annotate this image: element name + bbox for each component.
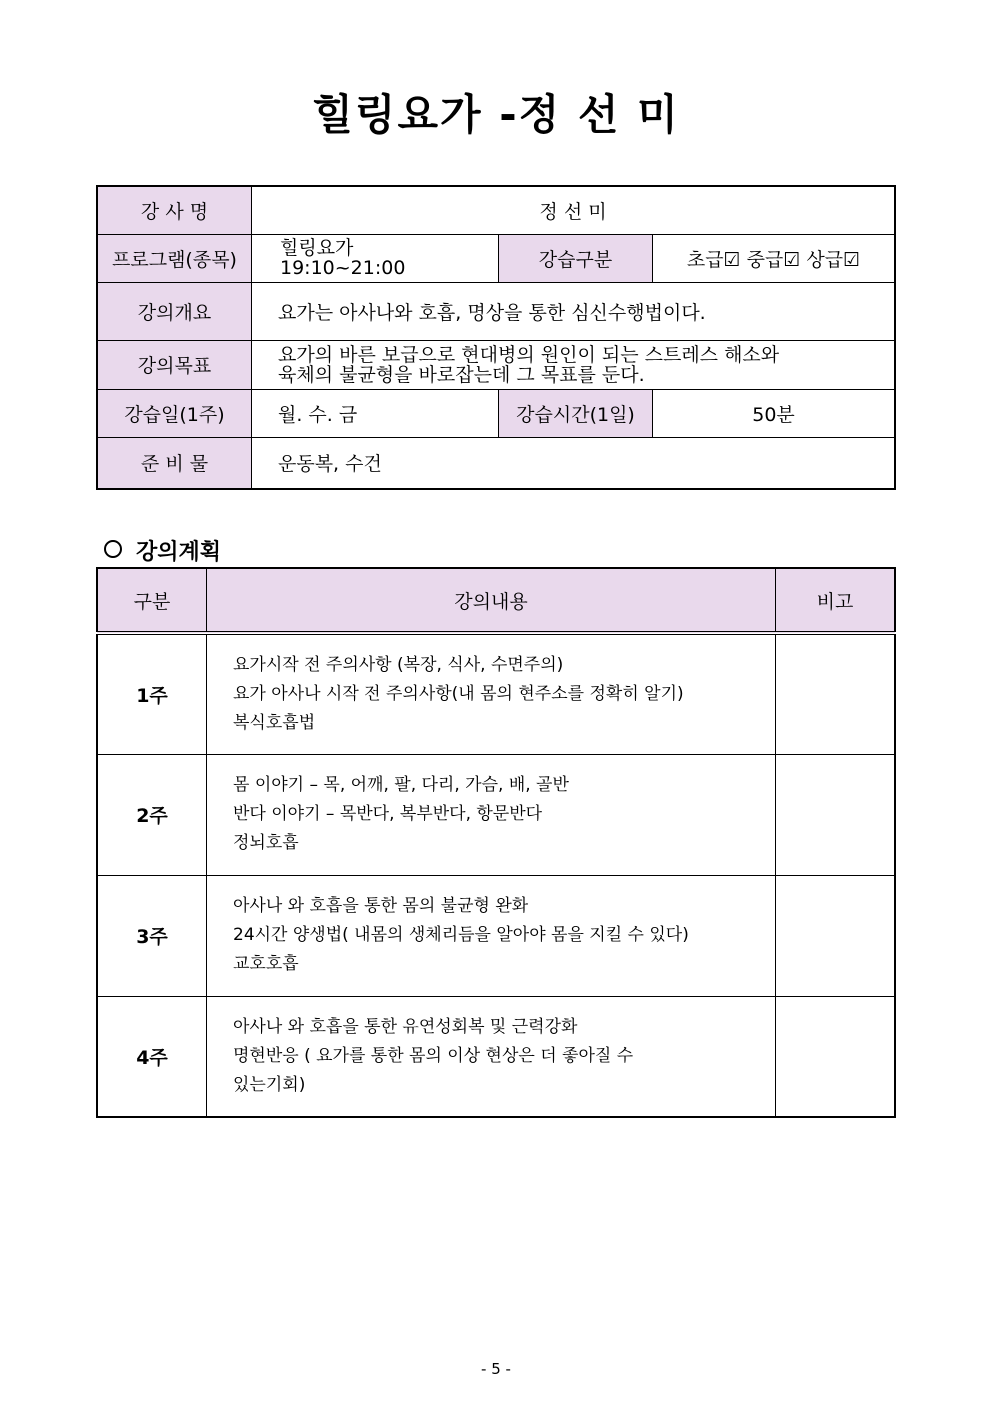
plan-row-week-1 — [97, 633, 895, 754]
content-line: 명현반응 ( 요가를 통한 몸의 이상 현상은 더 좋아질 수 — [233, 1045, 634, 1066]
week-content — [207, 875, 776, 996]
course-info-table — [96, 185, 896, 490]
header-note: 비고 — [776, 568, 896, 633]
week-label: 2주 — [97, 754, 207, 875]
week-note — [776, 754, 896, 875]
plan-row-week-2 — [97, 754, 895, 875]
week-label: 1주 — [97, 633, 207, 754]
content-line: 몸 이야기 – 목, 어깨, 팔, 다리, 가슴, 배, 골반 — [233, 775, 569, 795]
supplies-value: 운동복, 수건 — [252, 437, 896, 489]
content-line: 있는기회) — [233, 1074, 306, 1095]
week-note — [776, 875, 896, 996]
duration-label: 강습시간(1일) — [499, 389, 653, 437]
plan-row-week-4 — [97, 996, 895, 1117]
goal-line-2: 육체의 불균형을 바로잡는데 그 목표를 둔다. — [278, 363, 645, 386]
week-content — [207, 754, 776, 875]
duration-value: 50분 — [653, 389, 896, 437]
goal-row — [97, 340, 895, 389]
week-content — [207, 996, 776, 1117]
program-name: 힐링요가 — [280, 237, 354, 259]
page-title: 힐링요가 -정 선 미 — [312, 90, 680, 139]
content-line: 아사나 와 호흡을 통한 몸의 불균형 완화 — [233, 896, 529, 916]
plan-row-week-3 — [97, 875, 895, 996]
content-line: 아사나 와 호흡을 통한 유연성회복 및 근력강화 — [233, 1016, 578, 1037]
level-label: 강습구분 — [499, 234, 653, 282]
schedule-row — [97, 389, 895, 437]
overview-row — [97, 282, 895, 340]
supplies-row — [97, 437, 895, 489]
content-line: 요가시작 전 주의사항 (복장, 식사, 수면주의) — [233, 654, 564, 675]
instructor-row — [97, 186, 895, 234]
instructor-value: 정 선 미 — [252, 186, 896, 234]
overview-label: 강의개요 — [97, 282, 252, 340]
level-value: 초급☑ 중급☑ 상급☑ — [653, 234, 896, 282]
content-line: 24시간 양생법( 내몸의 생체리듬을 알아야 몸을 지킬 수 있다) — [233, 925, 689, 945]
goal-line-1: 요가의 바른 보급으로 현대병의 원인이 되는 스트레스 해소와 — [278, 343, 780, 366]
week-content — [207, 633, 776, 754]
content-line: 교호호흡 — [233, 954, 299, 974]
goal-label: 강의목표 — [97, 340, 252, 389]
program-row — [97, 234, 895, 282]
header-division: 구분 — [97, 568, 207, 633]
lecture-plan-table — [96, 567, 896, 1118]
content-line: 복식호흡법 — [233, 712, 316, 733]
content-line: 반다 이야기 – 목반다, 복부반다, 항문반다 — [233, 804, 543, 824]
circle-bullet-icon — [104, 540, 122, 558]
supplies-label: 준 비 물 — [97, 437, 252, 489]
section-heading — [104, 535, 221, 566]
week-note — [776, 633, 896, 754]
section-title: 강의계획 — [136, 540, 222, 565]
days-value: 월. 수. 금 — [252, 389, 499, 437]
header-content: 강의내용 — [207, 568, 776, 633]
page-number: - 5 - — [481, 1360, 511, 1378]
plan-header-row — [97, 568, 895, 633]
week-label: 4주 — [97, 996, 207, 1117]
week-note — [776, 996, 896, 1117]
content-line: 요가 아사나 시작 전 주의사항(내 몸의 현주소를 정확히 알기) — [233, 683, 684, 704]
overview-value: 요가는 아사나와 호흡, 명상을 통한 심신수행법이다. — [252, 282, 896, 340]
program-label: 프로그램(종목) — [97, 234, 252, 282]
program-value — [252, 234, 499, 282]
program-time: 19:10~21:00 — [280, 257, 406, 279]
instructor-label: 강 사 명 — [97, 186, 252, 234]
days-label: 강습일(1주) — [97, 389, 252, 437]
content-line: 정뇌호흡 — [233, 833, 299, 853]
goal-value — [252, 340, 896, 389]
week-label: 3주 — [97, 875, 207, 996]
